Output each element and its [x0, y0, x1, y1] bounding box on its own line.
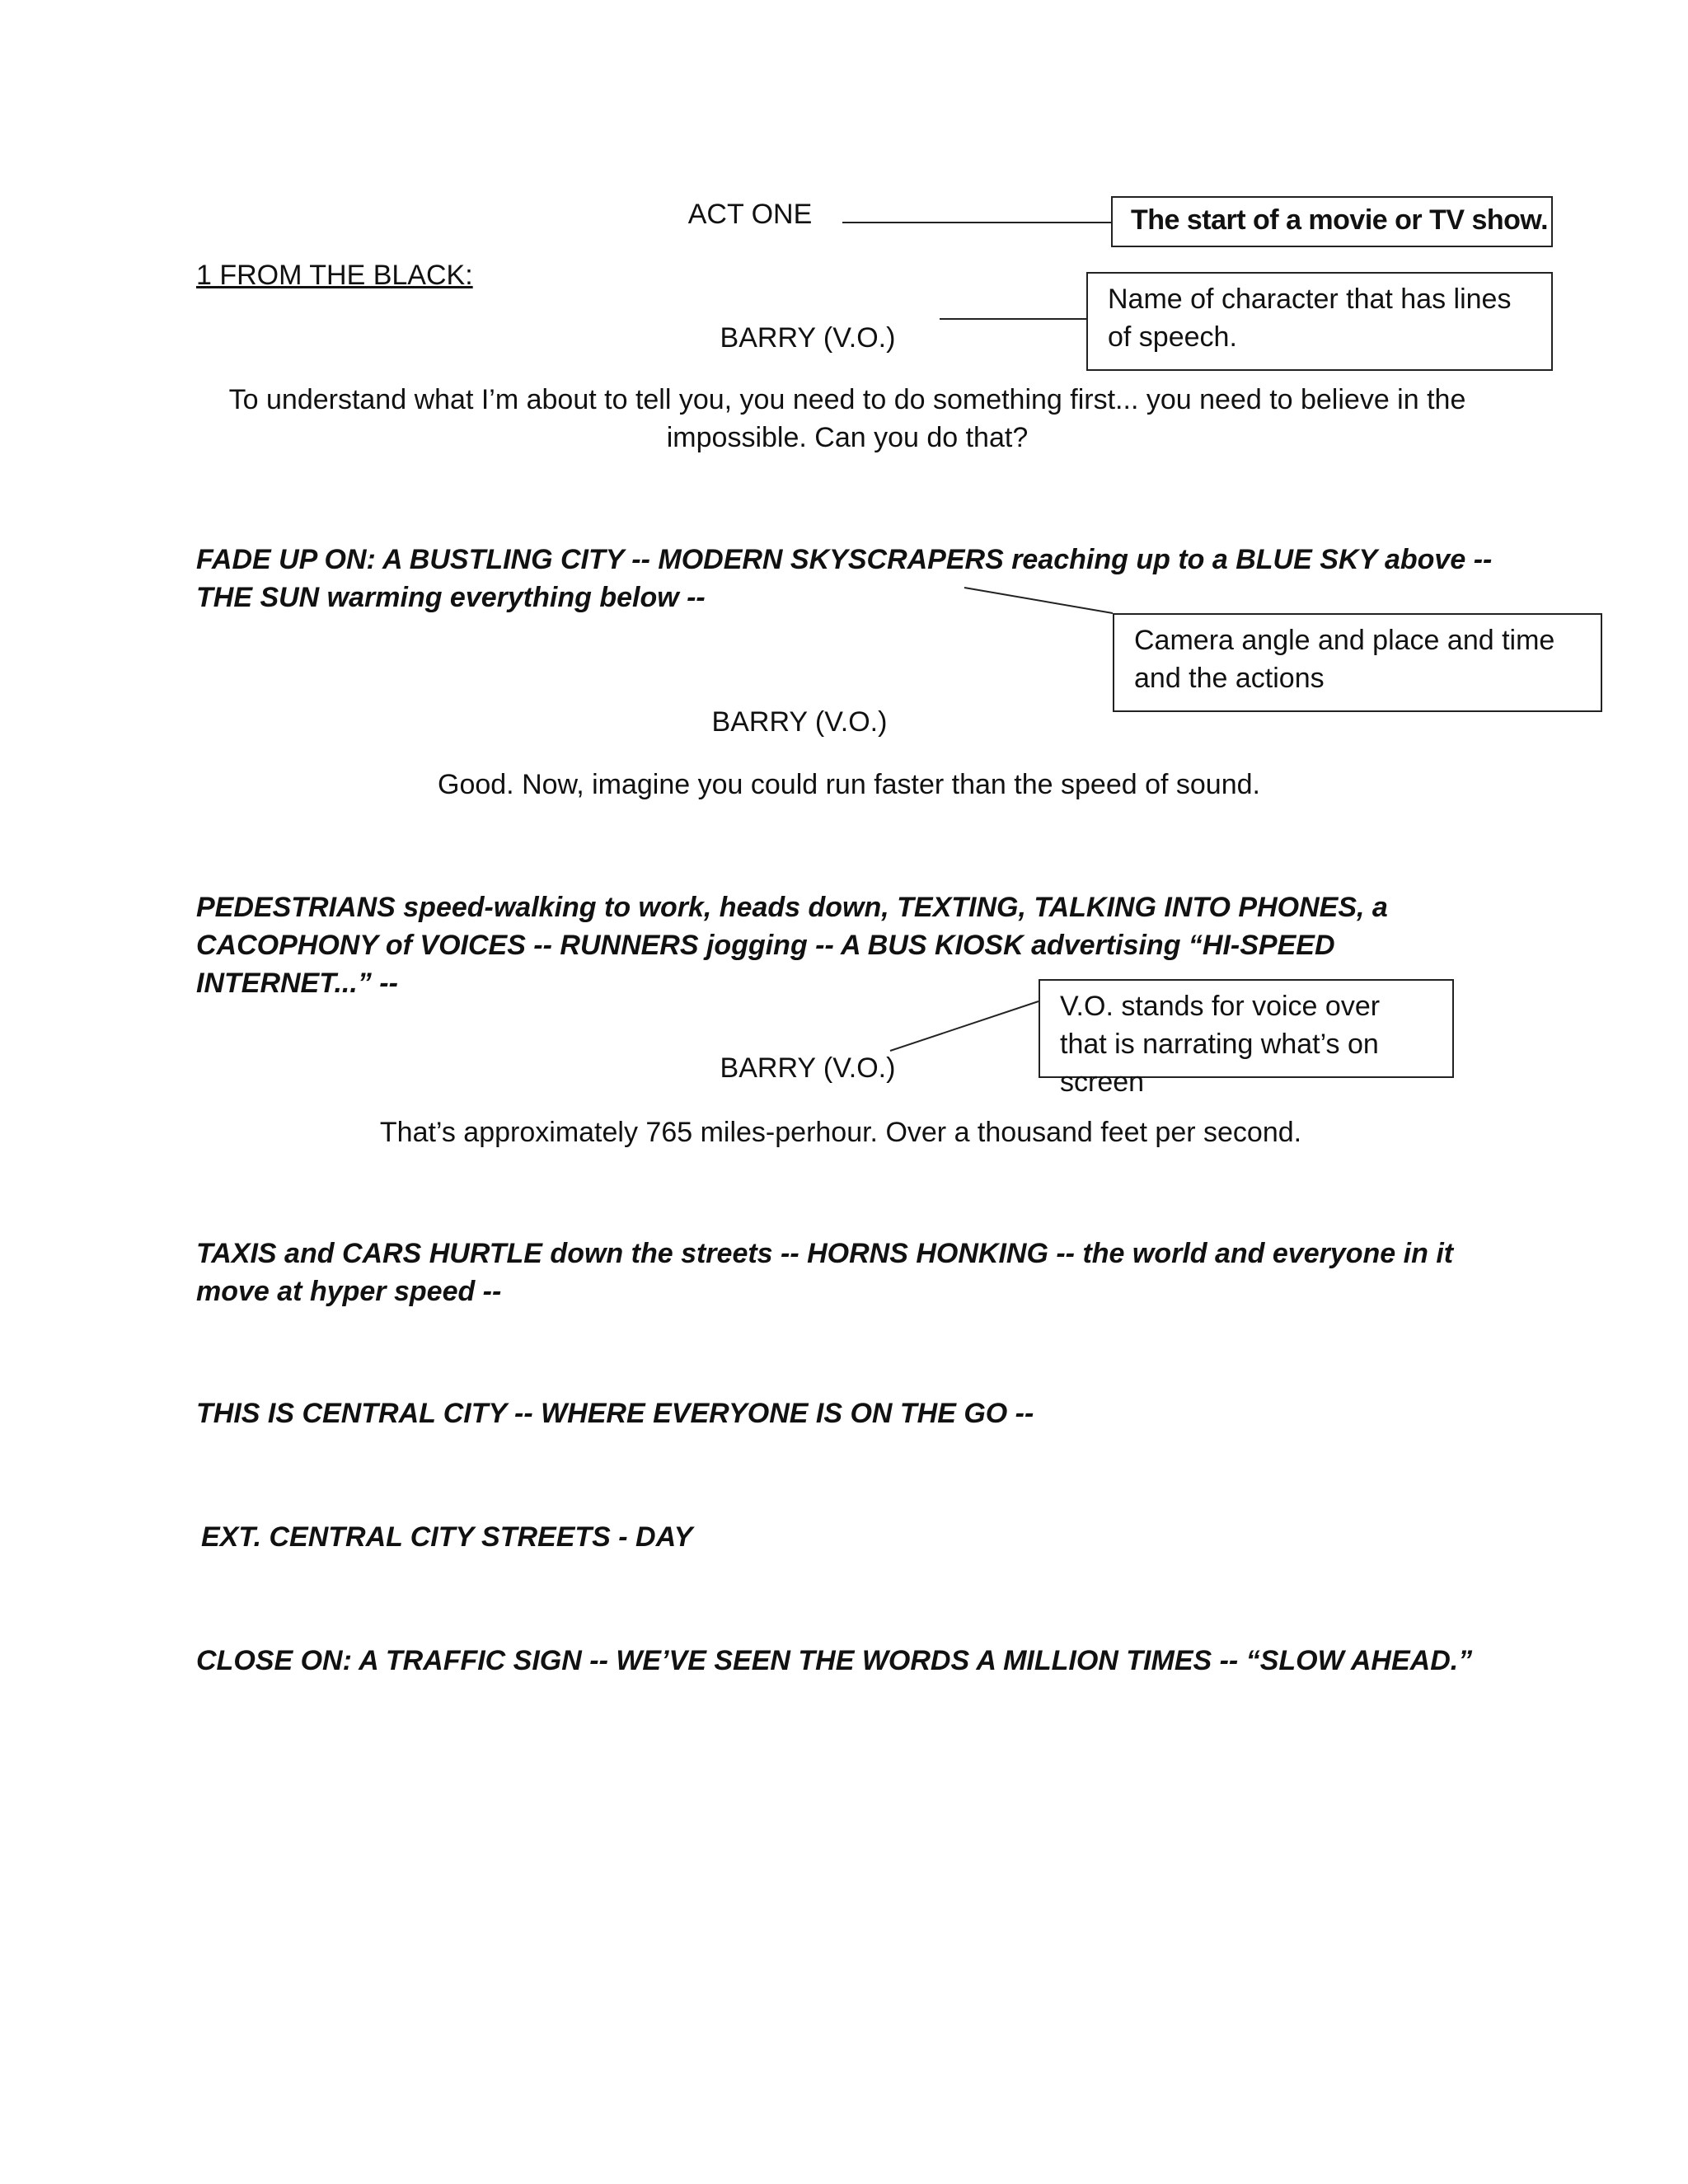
character-name: BARRY (V.O.): [720, 1052, 896, 1084]
action-line: FADE UP ON: A BUSTLING CITY -- MODERN SKYSCRAPERS reaching up to a BLUE SKY above -- THE SUN warming everything below --: [196, 544, 1493, 613]
dialogue: To understand what I’m about to tell you, you need to do something first... you need to believe in the impossible. Can you do that?: [228, 384, 1466, 453]
character-name: BARRY (V.O.): [711, 706, 888, 738]
action-line: THIS IS CENTRAL CITY -- WHERE EVERYONE IS ON THE GO --: [196, 1398, 1034, 1429]
action-line: PEDESTRIANS speed-walking to work, heads down, TEXTING, TALKING INTO PHONES, a CACOPHONY of VOICES -- RUNNERS jogging -- A BUS KIOSK advertising “HI-SPEED INTERNET...” --: [196, 892, 1388, 999]
action-line: TAXIS and CARS HURTLE down the streets -- HORNS HONKING -- the world and everyone in it move at hyper speed --: [196, 1238, 1454, 1307]
character-name: BARRY (V.O.): [720, 322, 896, 354]
scene-location-line: EXT. CENTRAL CITY STREETS - DAY: [201, 1521, 693, 1553]
annotation-box-character: Name of character that has lines of speech.: [1086, 272, 1553, 371]
act-heading: ACT ONE: [687, 199, 813, 230]
scene-heading: 1 FROM THE BLACK:: [196, 260, 473, 291]
action-line: CLOSE ON: A TRAFFIC SIGN -- WE’VE SEEN THE WORDS A MILLION TIMES -- “SLOW AHEAD.”: [196, 1645, 1473, 1676]
annotation-box-action: Camera angle and place and time and the actions: [1113, 613, 1602, 712]
dialogue: Good. Now, imagine you could run faster than the speed of sound.: [438, 769, 1260, 800]
annotation-box-voice-over: V.O. stands for voice over that is narrating what’s on screen: [1039, 979, 1454, 1078]
vo-note-connector: [890, 1001, 1039, 1051]
annotation-box-act: The start of a movie or TV show.: [1111, 196, 1553, 247]
dialogue: That’s approximately 765 miles-perhour. Over a thousand feet per second.: [379, 1117, 1302, 1148]
